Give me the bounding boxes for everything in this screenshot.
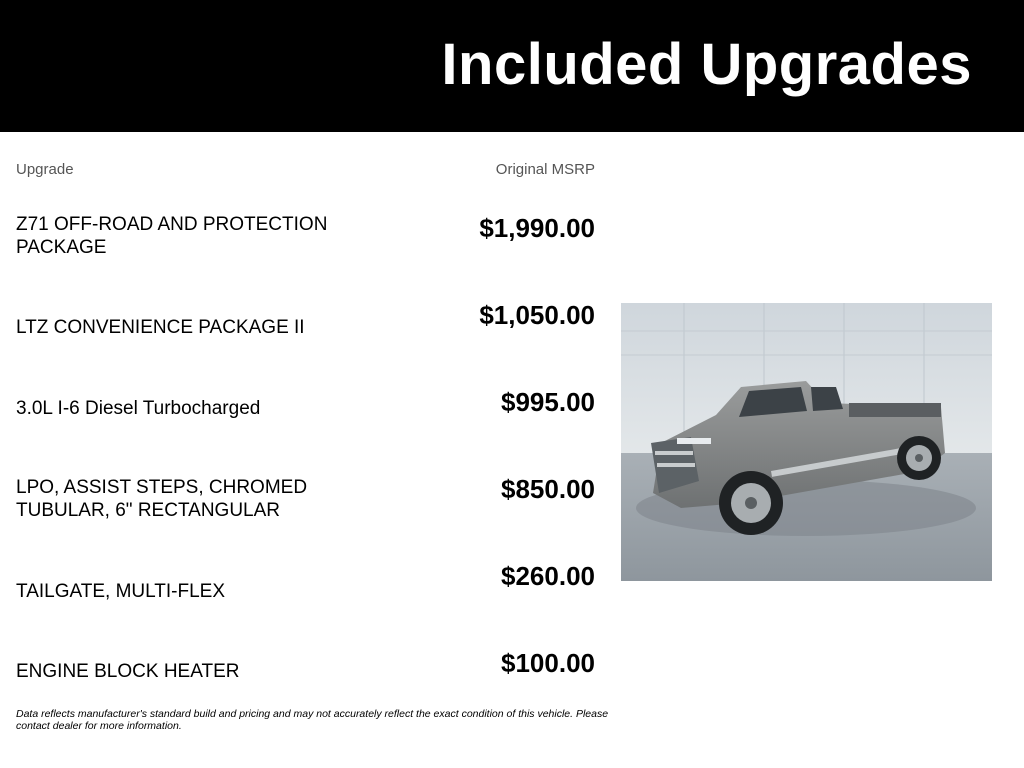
- upgrade-price: $100.00: [501, 648, 595, 678]
- upgrade-price: $850.00: [501, 474, 595, 504]
- upgrade-name: Z71 OFF-ROAD AND PROTECTION PACKAGE: [16, 214, 328, 258]
- upgrade-price: $995.00: [501, 387, 595, 417]
- disclaimer-text: Data reflects manufacturer's standard build and pricing and may not accurately reflect the exact condition of this vehicle. Please contact dealer for more information.: [16, 708, 609, 732]
- upgrade-name: LPO, ASSIST STEPS, CHROMED TUBULAR, 6" RECTANGULAR: [16, 477, 308, 521]
- upgrade-price: $260.00: [501, 561, 595, 591]
- column-header-msrp: Original MSRP: [495, 161, 595, 178]
- column-header-upgrade: Upgrade: [16, 161, 74, 178]
- vehicle-photo: [621, 303, 992, 581]
- page-title: Included Upgrades: [441, 32, 972, 97]
- upgrade-name: ENGINE BLOCK HEATER: [16, 661, 240, 682]
- pickup-truck-image: [621, 303, 992, 581]
- upgrade-name: TAILGATE, MULTI-FLEX: [16, 581, 226, 602]
- upgrade-name: LTZ CONVENIENCE PACKAGE II: [16, 317, 305, 338]
- upgrade-price: $1,990.00: [479, 213, 595, 243]
- header-banner: [0, 0, 1024, 132]
- upgrade-name: 3.0L I-6 Diesel Turbocharged: [16, 398, 261, 419]
- upgrade-price: $1,050.00: [479, 300, 595, 330]
